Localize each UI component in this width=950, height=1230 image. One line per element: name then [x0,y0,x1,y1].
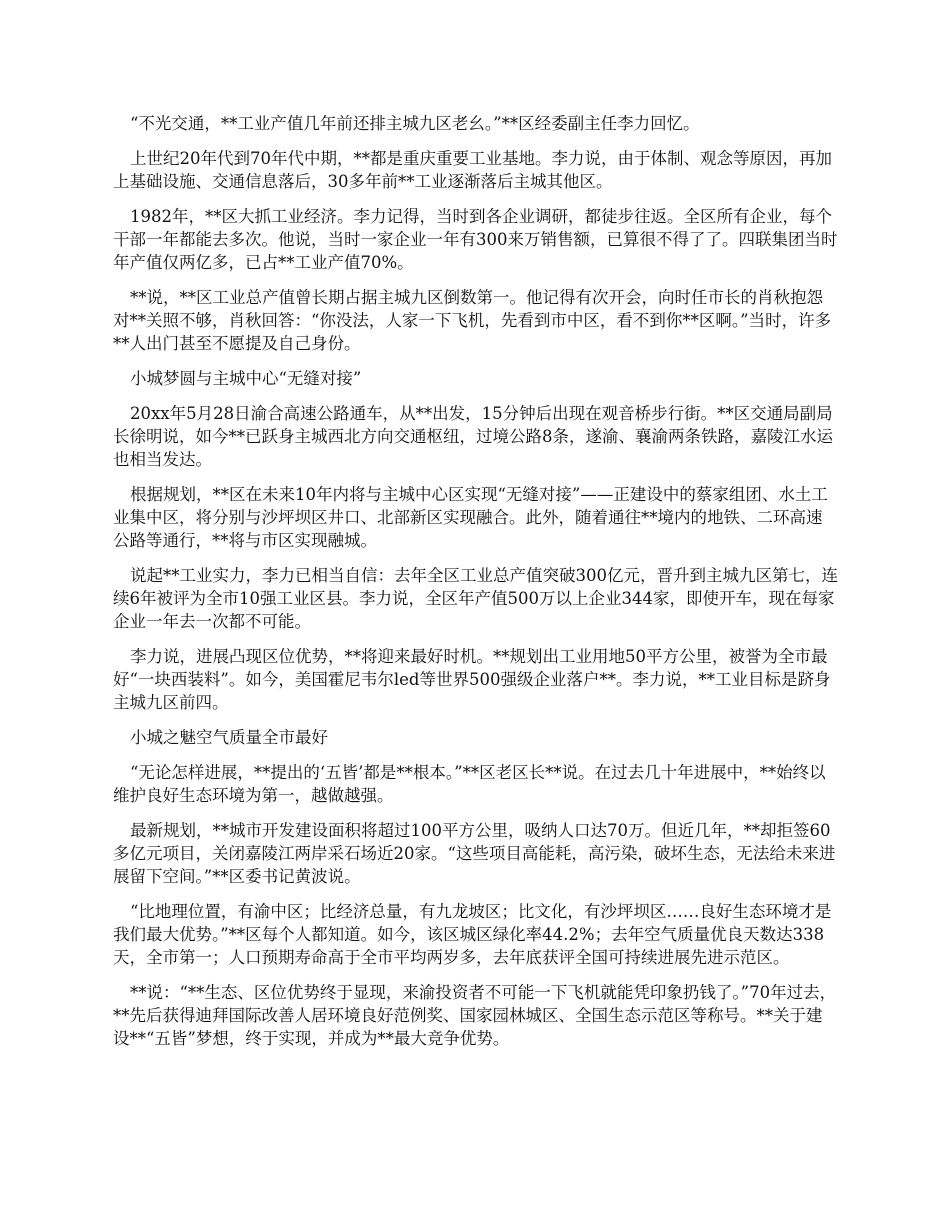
article-body [113,112,838,1062]
section-heading-2: 小城之魅空气质量全市最好 [130,728,328,747]
paragraph-11: “比地理位置，有渝中区；比经济总量，有九龙坡区；比文化，有沙坪坝区……良好生态环境才是我们最大优势。”**区每个人都知道。如今，该区城区绿化率44.2%；去年空气质量优良天数达338天，全市第一；人口预期寿命高于全市平均两岁多，去年底获评全国可持续进展先进示范区。 [113,902,832,967]
paragraph-2: 上世纪20年代到70年代中期，**都是重庆重要工业基地。李力说，由于体制、观念等原因，再加上基础设施、交通信息落后，30多年前**工业逐渐落后主城其他区。 [113,149,832,191]
section-heading-1: 小城梦圆与主城中心“无缝对接” [130,369,362,388]
paragraph-5: 20xx年5月28日渝合高速公路通车，从**出发，15分钟后出现在观音桥步行街。**区交通局副局长徐明说，如今**已跃身主城西北方向交通枢纽，过境公路8条，遂渝、襄渝两条铁路，嘉陵江水运也相当发达。 [113,404,833,469]
paragraph-1: “不光交通，**工业产值几年前还排主城九区老幺。”**区经委副主任李力回忆。 [130,114,700,133]
paragraph-4: **说，**区工业总产值曾长期占据主城九区倒数第一。他记得有次开会，向时任市长的肖秋抱怨对**关照不够，肖秋回答：“你没法，人家一下飞机，先看到市中区，看不到你**区啊。”当时，许多**人出门甚至不愿提及自己身份。 [113,288,832,353]
paragraph-8: 李力说，进展凸现区位优势，**将迎来最好时机。**规划出工业用地50平方公里，被誉为全市最好“一块西装料”。如今，美国霍尼韦尔led等世界500强级企业落户**。李力说，**工业目标是跻身主城九区前四。 [113,647,831,712]
paragraph-7: 说起**工业实力，李力已相当自信：去年全区工业总产值突破300亿元，晋升到主城九区第七，连续6年被评为全市10强工业区县。李力说，全区年产值500万以上企业344家，即使开车，现在每家企业一年去一次都不可能。 [113,566,838,631]
paragraph-3: 1982年，**区大抓工业经济。李力记得，当时到各企业调研，都徒步往返。全区所有企业，每个干部一年都能去多次。他说，当时一家企业一年有300来万销售额，已算很不得了了。四联集团当时年产值仅两亿多，已占**工业产值70%。 [113,207,838,272]
paragraph-9: “无论怎样进展，**提出的‘五皆’都是**根本。”**区老区长**说。在过去几十年进展中，**始终以维护良好生态环境为第一，越做越强。 [113,763,826,805]
paragraph-12: **说：“**生态、区位优势终于显现，来渝投资者不可能一下飞机就能凭印象扔钱了。”70年过去，**先后获得迪拜国际改善人居环境良好范例奖、国家园林城区、全国生态示范区等称号。**关于建设**“五皆”梦想，终于实现，并成为**最大竞争优势。 [113,983,837,1048]
paragraph-10: 最新规划，**城市开发建设面积将超过100平方公里，吸纳人口达70万。但近几年，**却拒签60多亿元项目，关闭嘉陵江两岸采石场近20家。“这些项目高能耗，高污染，破坏生态，无法给未来进展留下空间。”**区委书记黄波说。 [113,821,836,886]
paragraph-6: 根据规划，**区在未来10年内将与主城中心区实现“无缝对接”——正建设中的蔡家组团、水土工业集中区，将分别与沙坪坝区井口、北部新区实现融合。此外，随着通往**境内的地铁、二环高速公路等通行，**将与市区实现融城。 [113,485,828,550]
